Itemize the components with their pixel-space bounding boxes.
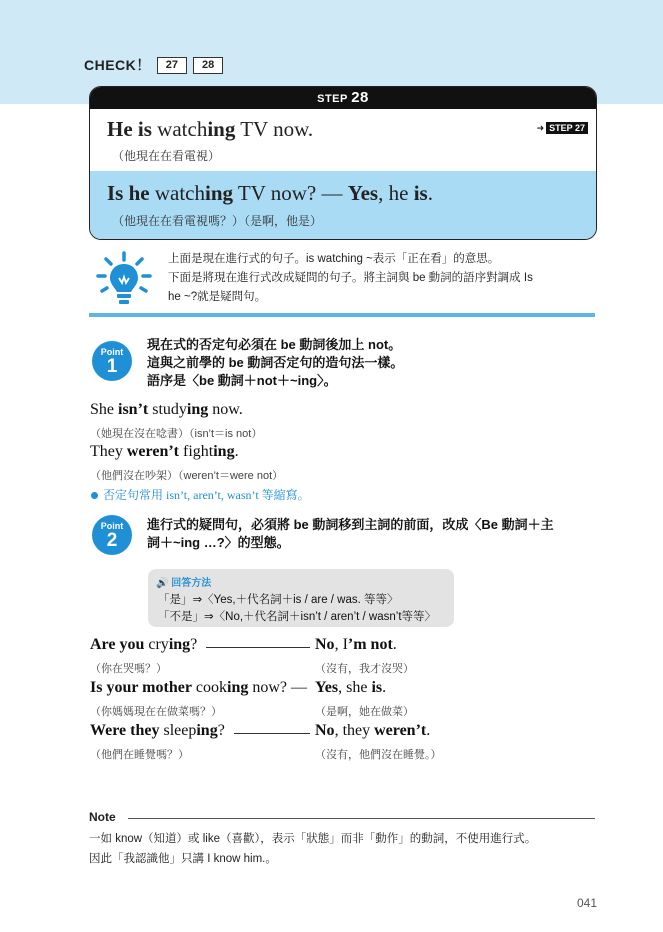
arrow-icon: ➜ [536, 122, 545, 133]
point-1-badge: Point 1 [92, 341, 132, 381]
answer-connector-line [206, 647, 310, 648]
page-number: 041 [576, 896, 597, 910]
question-1: Are you crying? [90, 636, 198, 653]
answer-no-rule: 「不是」⇒〈No,＋代名詞＋isn’t / aren’t / wasn’t等等〉 [158, 611, 437, 623]
note-rule [128, 818, 595, 819]
example-negative-2: They weren’t fighting. [90, 443, 239, 460]
point-2-badge: Point 2 [92, 515, 132, 555]
example-negative-2-gloss: （他們沒在吵架）（weren’t＝were not） [90, 470, 284, 482]
example-negative-1-gloss: （她現在沒在唸書）（isn’t＝is not） [90, 428, 263, 440]
note-title: Note [89, 810, 116, 824]
check-box-27[interactable]: 27 [157, 57, 187, 74]
question-gloss: （他現在在看電視嗎？）（是啊，他是） [112, 214, 323, 228]
answer-method-box [148, 569, 454, 627]
contraction-note: 否定句常用 isn’t, aren’t, wasn’t 等縮寫。 [91, 486, 310, 503]
step-card [89, 86, 597, 240]
point-1-text: 現在式的否定句必須在 be 動詞後加上 not。 這與之前學的 be 動詞否定句的造句法一樣。 語序是〈be 動詞＋not＋~ing〉。 [147, 337, 404, 388]
divider [89, 313, 595, 317]
question-sentence: Is he watching TV now? — Yes, he is. [107, 181, 433, 205]
example-negative-1: She isn’t studying now. [90, 401, 243, 418]
question-3-gloss: （他們在睡覺嗎？） [90, 749, 189, 761]
affirmative-gloss: （他現在在看電視） [112, 149, 221, 163]
step-prefix: STEP [317, 93, 348, 105]
point-2-text: 進行式的疑問句，必須將 be 動詞移到主詞的前面，改成〈Be 動詞＋主 詞＋~ing …?〉的型態。 [147, 517, 554, 550]
answer-method-title: 🔊 回答方法 [156, 578, 212, 589]
speaker-icon: 🔊 [156, 578, 169, 589]
question-1-gloss: （你在哭嗎？） [90, 663, 167, 675]
bullet-icon [91, 492, 98, 499]
answer-1: No, I’m not. [315, 636, 397, 653]
check-box-28[interactable]: 28 [193, 57, 223, 74]
step27-label: STEP 27 [546, 122, 588, 134]
check-label: CHECK！ [84, 57, 151, 73]
answer-1-gloss: （沒有，我才沒哭） [315, 663, 414, 675]
answer-2: Yes, she is. [315, 679, 387, 696]
affirmative-row [90, 109, 596, 171]
step-number: 28 [351, 89, 369, 106]
question-3: Were they sleeping? [90, 722, 225, 739]
question-row [90, 171, 596, 239]
answer-3: No, they weren’t. [315, 722, 431, 739]
step27-link[interactable] [537, 122, 588, 134]
lightbulb-icon [92, 250, 156, 308]
check-header [84, 55, 223, 75]
answer-connector-line [234, 733, 310, 734]
answer-3-gloss: （沒有，他們沒在睡覺。） [315, 749, 442, 761]
question-2-gloss: （你媽媽現在在做菜嗎？） [90, 706, 222, 718]
question-2: Is your mother cooking now? — [90, 679, 308, 696]
note-text: 一如 know（知道）或 like（喜歡），表示「狀態」而非「動作」的動詞，不使用進行式。 因此「我認識他」只講 I know him.。 [89, 833, 537, 865]
step-header [90, 87, 596, 109]
explanation-text: 上面是現在進行式的句子。is watching ~表示「正在看」的意思。 下面是將現在進行式改成疑問的句子。將主詞與 be 動詞的語序對調成 Is he ~?就是疑問句。 [168, 253, 533, 303]
affirmative-sentence: He is watching TV now. [107, 117, 314, 141]
answer-2-gloss: （是啊，她在做菜） [315, 706, 414, 718]
answer-yes-rule: 「是」⇒〈Yes,＋代名詞＋is / are / was. 等等〉 [158, 594, 399, 606]
